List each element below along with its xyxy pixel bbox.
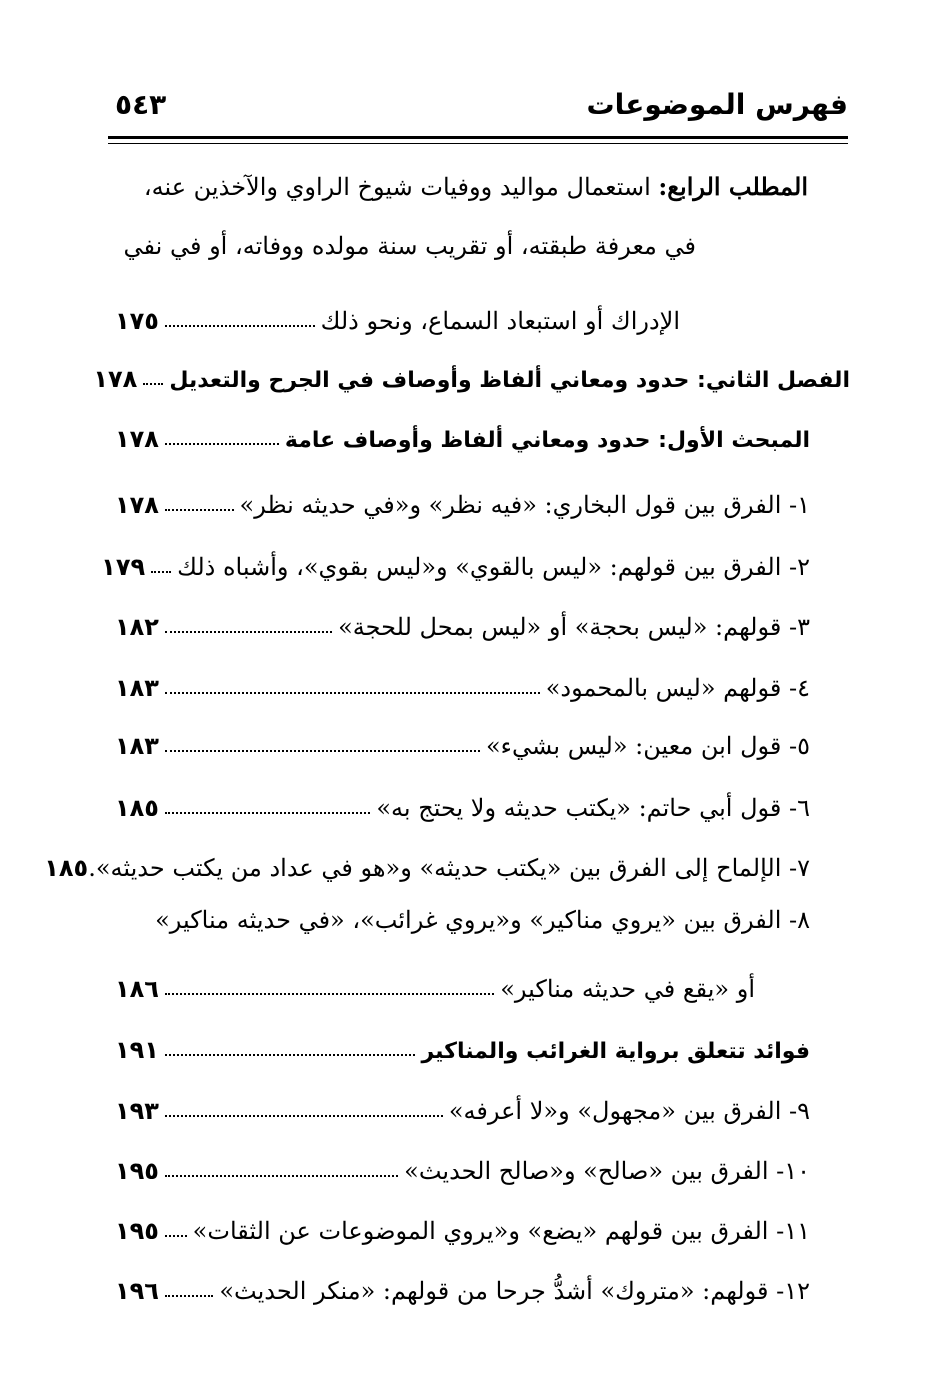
toc-entry: [115, 1085, 810, 1125]
toc-page-number: ١٩٣: [115, 1097, 159, 1125]
toc-entry-title: ١- الفرق بين قول البخاري: «فيه نظر» و«في حديثه نظر»: [239, 491, 810, 519]
toc-page-number: ١٨٥: [115, 794, 159, 822]
toc-entry-title: ٧- الإلماح إلى الفرق بين «يكتب حديثه» و«هو في عداد من يكتب حديثه».: [88, 854, 810, 882]
toc-entry-title: ١٢- قولهم: «متروك» أشدُّ جرحا من قولهم: «منكر الحديث»: [219, 1277, 810, 1305]
toc-entry: [115, 720, 810, 760]
toc-entry: [115, 1265, 810, 1305]
toc-entry-title: ٢- الفرق بين قولهم: «ليس بالقوي» و«ليس بقوي»، وأشباه ذلك: [177, 553, 810, 581]
dot-leader: [165, 443, 279, 445]
toc-entry-line: ٨- الفرق بين «يروي مناكير» و«يروي غرائب»، «في حديثه مناكير»: [155, 906, 810, 934]
toc-entry-title: الفصل الثاني: حدود ومعاني ألفاظ وأوصاف في الجرح والتعديل: [169, 368, 850, 393]
dot-leader: [165, 750, 480, 752]
toc-page-number: ١٨٥: [44, 854, 89, 882]
toc-entry: [115, 1024, 810, 1064]
dot-leader: [165, 1235, 187, 1237]
dot-leader: [165, 993, 494, 995]
toc-entry: [115, 601, 810, 641]
toc-entry: [44, 842, 810, 882]
toc-page-number: ١٨٣: [115, 674, 159, 702]
toc-entry-title: ٥- قول ابن معين: «ليس بشيء»: [486, 732, 810, 760]
toc-entry-line-2: في معرفة طبقته، أو تقريب سنة مولده ووفاته، أو في نفي: [123, 232, 696, 260]
toc-entry: [115, 782, 810, 822]
toc-page-number: ١٩٥: [115, 1217, 159, 1245]
toc-entry: [101, 541, 810, 581]
toc-entry: [115, 1205, 810, 1245]
dot-leader: [165, 1295, 213, 1297]
toc-entry-text: استعمال مواليد ووفيات شيوخ الراوي والآخذين عنه،: [143, 173, 659, 201]
toc-entry-title: ٦- قول أبي حاتم: «يكتب حديثه ولا يحتج به»: [376, 794, 810, 822]
toc-entry: [115, 413, 810, 453]
toc-page-number: ١٧٩: [101, 553, 146, 581]
dot-leader: [151, 571, 171, 573]
toc-page-number: ١٩١: [115, 1036, 159, 1064]
toc-entry-line-1: [144, 172, 808, 201]
toc-entry-title: أو «يقع في حديثه مناكير»: [500, 975, 755, 1003]
dot-leader: [165, 509, 234, 511]
toc-entry-title: ٤- قولهم «ليس بالمحمود»: [545, 674, 810, 702]
dot-leader: [165, 325, 315, 327]
toc-entry: [115, 479, 810, 519]
toc-entry-title: ٣- قولهم: «ليس بحجة» أو «ليس بمحل للحجة»: [338, 613, 810, 641]
dot-leader: [165, 1175, 398, 1177]
page-number: ٥٤٣: [115, 88, 167, 121]
dot-leader: [165, 1054, 416, 1056]
dot-leader: [165, 692, 540, 694]
toc-page-number: ١٨٦: [115, 975, 159, 1003]
header-rule-thick: [108, 136, 848, 139]
toc-page-number: ١٨٣: [115, 732, 159, 760]
toc-entry-title: ١٠- الفرق بين «صالح» و«صالح الحديث»: [404, 1157, 810, 1185]
toc-entry-title: الإدراك أو استبعاد السماع، ونحو ذلك: [320, 307, 680, 335]
dot-leader: [143, 383, 163, 385]
toc-entry: [115, 963, 755, 1003]
toc-page-number: ١٩٥: [115, 1157, 159, 1185]
toc-entry-title: ٩- الفرق بين «مجهول» و«لا أعرفه»: [448, 1097, 810, 1125]
dot-leader: [165, 1115, 443, 1117]
toc-entry: [115, 662, 810, 702]
dot-leader: [165, 812, 370, 814]
toc-entry-title: ١١- الفرق بين قولهم «يضع» و«يروي الموضوعات عن الثقات»: [192, 1217, 810, 1245]
toc-entry: [93, 353, 850, 393]
toc-entry: [115, 295, 680, 335]
toc-page-number: ١٧٨: [115, 491, 159, 519]
toc-page-number: ١٧٨: [93, 365, 138, 393]
toc-page-number: ١٧٥: [115, 307, 159, 335]
running-header-title: فهرس الموضوعات: [586, 88, 848, 121]
section-lead: المطلب الرابع:: [658, 172, 808, 201]
toc-page-number: ١٩٦: [115, 1277, 159, 1305]
toc-entry-title: المبحث الأول: حدود ومعاني ألفاظ وأوصاف عامة: [284, 428, 810, 453]
toc-page-number: ١٧٨: [115, 425, 159, 453]
toc-entry-title: فوائد تتعلق برواية الغرائب والمناكير: [421, 1039, 810, 1064]
header-rule-thin: [108, 143, 848, 144]
toc-entry: [115, 1145, 810, 1185]
dot-leader: [165, 631, 332, 633]
toc-page-number: ١٨٢: [115, 613, 159, 641]
